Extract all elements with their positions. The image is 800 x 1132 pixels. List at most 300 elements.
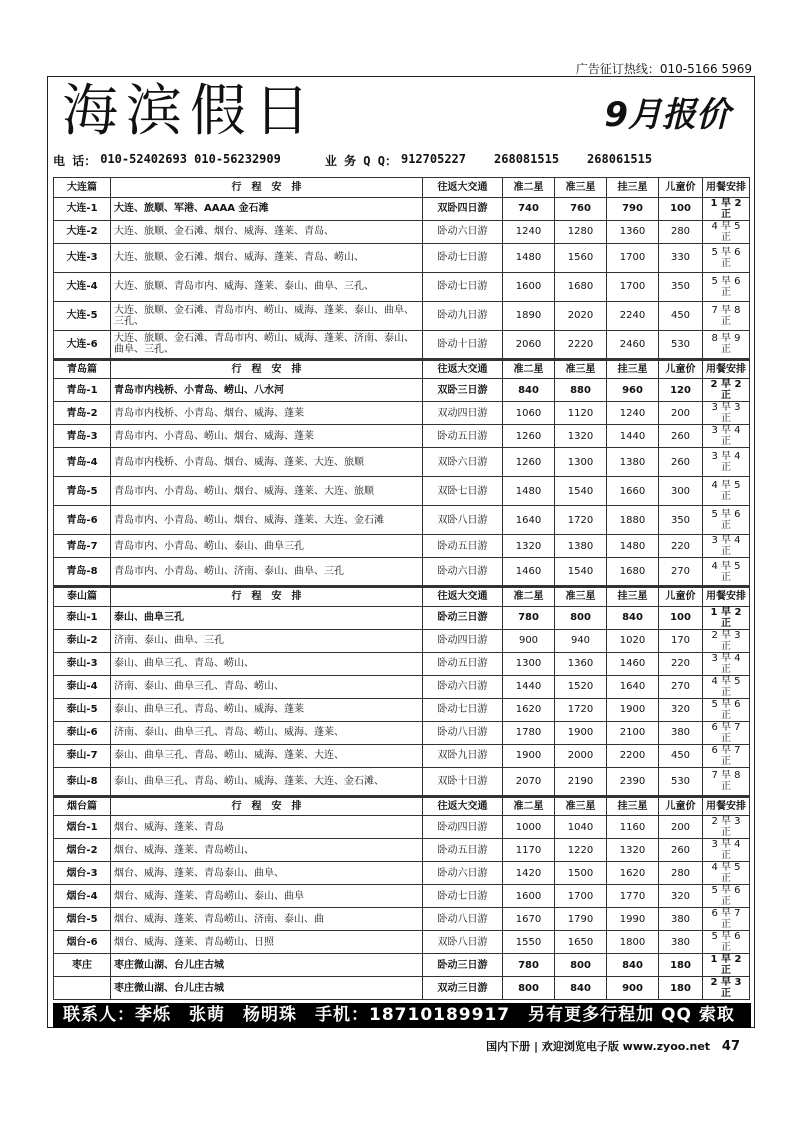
cell-code: 大连-2 (54, 220, 111, 243)
cell-p1: 1320 (503, 535, 555, 558)
cell-route: 青岛市内、小青岛、崂山、烟台、威海、蓬莱 (111, 425, 423, 448)
cell-meal: 4 早 5 正 (703, 477, 750, 506)
header-cell: 用餐安排 (703, 587, 750, 607)
cell-p1: 1620 (503, 698, 555, 721)
cell-transport: 双卧六日游 (423, 448, 503, 477)
cell-transport: 双卧八日游 (423, 931, 503, 954)
cell-code: 青岛-3 (54, 425, 111, 448)
cell-p1: 1670 (503, 908, 555, 931)
header-cell: 泰山篇 (54, 587, 111, 607)
cell-code: 烟台-3 (54, 862, 111, 885)
table-row (54, 477, 750, 506)
cell-route: 济南、泰山、曲阜三孔、青岛、崂山、威海、蓬莱、 (111, 721, 423, 744)
header-cell: 往返大交通 (423, 587, 503, 607)
cell-route: 青岛市内、小青岛、崂山、泰山、曲阜三孔 (111, 535, 423, 558)
qq-number-1: 912705227 (400, 152, 467, 166)
cell-route: 大连、旅顺、金石滩、青岛市内、崂山、威海、蓬莱、济南、泰山、曲阜、三孔、 (111, 330, 423, 359)
cell-p1: 1420 (503, 862, 555, 885)
cell-route: 青岛市内栈桥、小青岛、烟台、威海、蓬莱、大连、旅顺 (111, 448, 423, 477)
cell-child: 450 (659, 744, 703, 767)
cell-child: 270 (659, 558, 703, 587)
cell-p1: 1600 (503, 885, 555, 908)
cell-meal: 1 早 2 正 (703, 606, 750, 629)
price-title: 9月报价 (604, 95, 730, 135)
cell-child: 260 (659, 425, 703, 448)
table-row (54, 629, 750, 652)
header-cell: 行 程 安 排 (111, 796, 423, 816)
cell-transport: 卧动七日游 (423, 885, 503, 908)
header-cell: 往返大交通 (423, 178, 503, 198)
cell-code: 大连-5 (54, 301, 111, 330)
cell-child: 380 (659, 721, 703, 744)
table-row (54, 402, 750, 425)
cell-p3: 1320 (607, 839, 659, 862)
cell-route: 烟台、威海、蓬莱、青岛泰山、曲阜、 (111, 862, 423, 885)
cell-p3: 1680 (607, 558, 659, 587)
cell-transport: 卧动八日游 (423, 721, 503, 744)
cell-child: 380 (659, 908, 703, 931)
table-row (54, 816, 750, 839)
cell-meal: 3 早 4 正 (703, 839, 750, 862)
header-cell: 准三星 (555, 178, 607, 198)
cell-p2: 1500 (555, 862, 607, 885)
cell-route: 烟台、威海、蓬莱、青岛 (111, 816, 423, 839)
cell-p2: 2020 (555, 301, 607, 330)
cell-p2: 1360 (555, 652, 607, 675)
cell-p3: 1020 (607, 629, 659, 652)
cell-meal: 7 早 8 正 (703, 767, 750, 796)
cell-p2: 1280 (555, 220, 607, 243)
section-header-row (54, 178, 750, 198)
cell-p3: 1700 (607, 272, 659, 301)
cell-p1: 1780 (503, 721, 555, 744)
cell-p2: 1540 (555, 477, 607, 506)
cell-meal: 3 早 4 正 (703, 652, 750, 675)
header-cell: 用餐安排 (703, 359, 750, 379)
cell-meal: 4 早 5 正 (703, 675, 750, 698)
header-cell: 大连篇 (54, 178, 111, 198)
header-cell: 行 程 安 排 (111, 359, 423, 379)
cell-p3: 1800 (607, 931, 659, 954)
cell-transport: 双动三日游 (423, 977, 503, 1000)
cell-route: 大连、旅顺、金石滩、青岛市内、崂山、威海、蓬莱、泰山、曲阜、三孔、 (111, 301, 423, 330)
cell-route: 青岛市内、小青岛、崂山、烟台、威海、蓬莱、大连、金石滩 (111, 506, 423, 535)
header-cell: 挂三星 (607, 587, 659, 607)
cell-code (54, 977, 111, 1000)
cell-route: 大连、旅顺、金石滩、烟台、威海、蓬莱、青岛、 (111, 220, 423, 243)
header-cell: 儿童价 (659, 359, 703, 379)
cell-meal: 5 早 6 正 (703, 243, 750, 272)
cell-route: 青岛市内、小青岛、崂山、济南、泰山、曲阜、三孔 (111, 558, 423, 587)
cell-p3: 1360 (607, 220, 659, 243)
cell-code: 大连-1 (54, 197, 111, 220)
table-row (54, 606, 750, 629)
cell-p2: 880 (555, 379, 607, 402)
cell-code: 青岛-6 (54, 506, 111, 535)
cell-code: 青岛-8 (54, 558, 111, 587)
cell-route: 青岛市内栈桥、小青岛、崂山、八水河 (111, 379, 423, 402)
cell-p1: 1890 (503, 301, 555, 330)
cell-code: 大连-4 (54, 272, 111, 301)
cell-code: 烟台-5 (54, 908, 111, 931)
cell-p1: 1480 (503, 477, 555, 506)
cell-p3: 1480 (607, 535, 659, 558)
cell-transport: 卧动七日游 (423, 243, 503, 272)
table-row (54, 885, 750, 908)
cell-route: 青岛市内、小青岛、崂山、烟台、威海、蓬莱、大连、旅顺 (111, 477, 423, 506)
table-row (54, 744, 750, 767)
header-cell: 儿童价 (659, 178, 703, 198)
cell-p2: 1040 (555, 816, 607, 839)
cell-meal: 3 早 4 正 (703, 448, 750, 477)
cell-p3: 2390 (607, 767, 659, 796)
cell-p2: 1700 (555, 885, 607, 908)
cell-code: 泰山-8 (54, 767, 111, 796)
cell-route: 大连、旅顺、青岛市内、威海、蓬莱、泰山、曲阜、三孔、 (111, 272, 423, 301)
cell-transport: 卧动三日游 (423, 606, 503, 629)
table-row (54, 506, 750, 535)
page-title: 海滨假日 (62, 79, 318, 144)
cell-meal: 5 早 6 正 (703, 506, 750, 535)
cell-p1: 740 (503, 197, 555, 220)
cell-p2: 2220 (555, 330, 607, 359)
cell-meal: 5 早 6 正 (703, 931, 750, 954)
cell-transport: 卧动五日游 (423, 652, 503, 675)
qq-number-2: 268081515 (494, 152, 560, 166)
cell-route: 枣庄微山湖、台儿庄古城 (111, 977, 423, 1000)
cell-p3: 2460 (607, 330, 659, 359)
cell-p2: 940 (555, 629, 607, 652)
cell-transport: 卧动七日游 (423, 272, 503, 301)
cell-child: 380 (659, 931, 703, 954)
cell-transport: 卧动五日游 (423, 535, 503, 558)
cell-meal: 2 早 3 正 (703, 816, 750, 839)
header-cell: 挂三星 (607, 796, 659, 816)
cell-p1: 1260 (503, 425, 555, 448)
cell-p2: 1320 (555, 425, 607, 448)
cell-transport: 卧动九日游 (423, 301, 503, 330)
header-cell: 用餐安排 (703, 796, 750, 816)
cell-p1: 1260 (503, 448, 555, 477)
cell-meal: 3 早 4 正 (703, 535, 750, 558)
contact-bar (53, 152, 753, 169)
cell-child: 530 (659, 330, 703, 359)
cell-p1: 900 (503, 629, 555, 652)
table-row (54, 379, 750, 402)
cell-transport: 卧动六日游 (423, 862, 503, 885)
cell-p3: 790 (607, 197, 659, 220)
cell-meal: 3 早 4 正 (703, 425, 750, 448)
cell-route: 泰山、曲阜三孔、青岛、崂山、威海、蓬莱 (111, 698, 423, 721)
header-cell: 往返大交通 (423, 359, 503, 379)
cell-transport: 卧动十日游 (423, 330, 503, 359)
cell-child: 300 (659, 477, 703, 506)
header-cell: 准二星 (503, 587, 555, 607)
cell-transport: 卧动六日游 (423, 558, 503, 587)
header-cell: 往返大交通 (423, 796, 503, 816)
cell-child: 330 (659, 243, 703, 272)
cell-p3: 1160 (607, 816, 659, 839)
cell-child: 180 (659, 977, 703, 1000)
cell-p3: 840 (607, 954, 659, 977)
header-cell: 准二星 (503, 796, 555, 816)
cell-p2: 1520 (555, 675, 607, 698)
cell-p2: 1540 (555, 558, 607, 587)
table-row (54, 862, 750, 885)
cell-meal: 3 早 3 正 (703, 402, 750, 425)
table-row (54, 330, 750, 359)
header-cell: 准二星 (503, 178, 555, 198)
table-row (54, 558, 750, 587)
cell-p2: 1680 (555, 272, 607, 301)
cell-meal: 7 早 8 正 (703, 301, 750, 330)
cell-p3: 1660 (607, 477, 659, 506)
cell-child: 220 (659, 535, 703, 558)
cell-p1: 1640 (503, 506, 555, 535)
cell-p2: 840 (555, 977, 607, 1000)
cell-p3: 900 (607, 977, 659, 1000)
cell-meal: 8 早 9 正 (703, 330, 750, 359)
price-table (53, 177, 750, 1000)
qq-label: 业 务 Q Q： (324, 154, 397, 168)
section-header-row (54, 587, 750, 607)
cell-p3: 1880 (607, 506, 659, 535)
cell-code: 大连-6 (54, 330, 111, 359)
cell-p1: 1460 (503, 558, 555, 587)
cell-meal: 6 早 7 正 (703, 721, 750, 744)
cell-p1: 1600 (503, 272, 555, 301)
cell-route: 济南、泰山、曲阜三孔、青岛、崂山、 (111, 675, 423, 698)
cell-meal: 4 早 5 正 (703, 862, 750, 885)
cell-route: 青岛市内栈桥、小青岛、烟台、威海、蓬莱 (111, 402, 423, 425)
cell-transport: 双卧九日游 (423, 744, 503, 767)
cell-code: 泰山-1 (54, 606, 111, 629)
header-cell: 挂三星 (607, 178, 659, 198)
table-row (54, 954, 750, 977)
cell-meal: 4 早 5 正 (703, 558, 750, 587)
cell-p3: 1990 (607, 908, 659, 931)
cell-p2: 760 (555, 197, 607, 220)
header-cell: 用餐安排 (703, 178, 750, 198)
cell-route: 烟台、威海、蓬莱、青岛崂山、日照 (111, 931, 423, 954)
header-cell: 行 程 安 排 (111, 587, 423, 607)
cell-transport: 卧动五日游 (423, 839, 503, 862)
cell-p3: 1460 (607, 652, 659, 675)
cell-code: 泰山-2 (54, 629, 111, 652)
cell-meal: 5 早 6 正 (703, 885, 750, 908)
page-footer (486, 1038, 740, 1054)
cell-p3: 1640 (607, 675, 659, 698)
page-number: 47 (721, 1039, 740, 1054)
cell-transport: 卧动六日游 (423, 675, 503, 698)
cell-p2: 800 (555, 954, 607, 977)
cell-code: 泰山-6 (54, 721, 111, 744)
cell-child: 320 (659, 698, 703, 721)
cell-transport: 卧动六日游 (423, 220, 503, 243)
table-row (54, 675, 750, 698)
cell-code: 青岛-2 (54, 402, 111, 425)
cell-child: 260 (659, 839, 703, 862)
cell-p2: 1790 (555, 908, 607, 931)
cell-route: 泰山、曲阜三孔、青岛、崂山、威海、蓬莱、大连、金石滩、 (111, 767, 423, 796)
cell-p3: 1620 (607, 862, 659, 885)
header-cell: 儿童价 (659, 587, 703, 607)
table-row (54, 272, 750, 301)
cell-route: 济南、泰山、曲阜、三孔 (111, 629, 423, 652)
ad-hotline: 广告征订热线：010-5166 5969 (575, 62, 752, 76)
cell-child: 100 (659, 606, 703, 629)
footer-contact-bar: 联系人：李烁 张萌 杨明珠 手机：18710189917 另有更多行程加 QQ 索取 (53, 1003, 751, 1028)
cell-child: 280 (659, 862, 703, 885)
cell-p2: 1720 (555, 698, 607, 721)
cell-p2: 1900 (555, 721, 607, 744)
cell-p3: 1440 (607, 425, 659, 448)
section-header-row (54, 796, 750, 816)
cell-code: 青岛-1 (54, 379, 111, 402)
cell-child: 120 (659, 379, 703, 402)
cell-meal: 6 早 7 正 (703, 744, 750, 767)
cell-child: 220 (659, 652, 703, 675)
cell-transport: 双卧三日游 (423, 379, 503, 402)
header-cell: 青岛篇 (54, 359, 111, 379)
header-cell: 准二星 (503, 359, 555, 379)
cell-p3: 1380 (607, 448, 659, 477)
cell-p1: 780 (503, 954, 555, 977)
header-cell: 挂三星 (607, 359, 659, 379)
table-row (54, 698, 750, 721)
cell-p2: 2000 (555, 744, 607, 767)
table-row (54, 197, 750, 220)
cell-route: 泰山、曲阜三孔、青岛、崂山、威海、蓬莱、大连、 (111, 744, 423, 767)
cell-code: 泰山-5 (54, 698, 111, 721)
table-row (54, 535, 750, 558)
cell-code: 烟台-6 (54, 931, 111, 954)
cell-route: 烟台、威海、蓬莱、青岛崂山、泰山、曲阜 (111, 885, 423, 908)
cell-meal: 2 早 2 正 (703, 379, 750, 402)
cell-child: 350 (659, 506, 703, 535)
cell-p2: 1720 (555, 506, 607, 535)
cell-code: 大连-3 (54, 243, 111, 272)
cell-route: 烟台、威海、蓬莱、青岛崂山、济南、泰山、曲 (111, 908, 423, 931)
cell-p2: 2190 (555, 767, 607, 796)
cell-p1: 1000 (503, 816, 555, 839)
cell-p1: 2060 (503, 330, 555, 359)
cell-code: 泰山-7 (54, 744, 111, 767)
cell-transport: 卧动七日游 (423, 698, 503, 721)
section-header-row (54, 359, 750, 379)
cell-transport: 卧动三日游 (423, 954, 503, 977)
cell-transport: 卧动四日游 (423, 629, 503, 652)
cell-code: 烟台-1 (54, 816, 111, 839)
cell-meal: 4 早 5 正 (703, 220, 750, 243)
cell-p1: 2070 (503, 767, 555, 796)
table-row (54, 243, 750, 272)
cell-p3: 1770 (607, 885, 659, 908)
cell-p1: 1550 (503, 931, 555, 954)
cell-p3: 2100 (607, 721, 659, 744)
cell-p1: 1300 (503, 652, 555, 675)
cell-p1: 800 (503, 977, 555, 1000)
cell-meal: 1 早 2 正 (703, 197, 750, 220)
cell-code: 烟台-2 (54, 839, 111, 862)
header-cell: 行 程 安 排 (111, 178, 423, 198)
cell-code: 烟台-4 (54, 885, 111, 908)
cell-p1: 1440 (503, 675, 555, 698)
cell-route: 大连、旅顺、金石滩、烟台、威海、蓬莱、青岛、崂山、 (111, 243, 423, 272)
cell-child: 260 (659, 448, 703, 477)
cell-transport: 双卧八日游 (423, 506, 503, 535)
cell-p1: 1060 (503, 402, 555, 425)
table-row (54, 652, 750, 675)
cell-child: 100 (659, 197, 703, 220)
cell-p3: 960 (607, 379, 659, 402)
header-cell: 儿童价 (659, 796, 703, 816)
cell-meal: 2 早 3 正 (703, 629, 750, 652)
cell-p3: 1240 (607, 402, 659, 425)
cell-p2: 1650 (555, 931, 607, 954)
table-row (54, 908, 750, 931)
header-cell: 准三星 (555, 587, 607, 607)
cell-meal: 1 早 2 正 (703, 954, 750, 977)
table-row (54, 767, 750, 796)
header-cell: 准三星 (555, 359, 607, 379)
phone-numbers: 010-52402693 010-56232909 (100, 152, 281, 166)
cell-child: 450 (659, 301, 703, 330)
cell-p3: 1900 (607, 698, 659, 721)
cell-child: 170 (659, 629, 703, 652)
table-row (54, 301, 750, 330)
cell-child: 530 (659, 767, 703, 796)
table-row (54, 977, 750, 1000)
header-cell: 烟台篇 (54, 796, 111, 816)
cell-p1: 1170 (503, 839, 555, 862)
cell-transport: 双卧四日游 (423, 197, 503, 220)
cell-child: 320 (659, 885, 703, 908)
cell-child: 350 (659, 272, 703, 301)
page-footer-text: 国内下册 | 欢迎浏览电子版 www.zyoo.net (486, 1040, 711, 1053)
cell-route: 大连、旅顺、军港、AAAA 金石滩 (111, 197, 423, 220)
table-row (54, 220, 750, 243)
cell-p2: 1380 (555, 535, 607, 558)
cell-p3: 2240 (607, 301, 659, 330)
cell-child: 200 (659, 816, 703, 839)
cell-transport: 双卧十日游 (423, 767, 503, 796)
table-row (54, 931, 750, 954)
cell-meal: 5 早 6 正 (703, 698, 750, 721)
cell-child: 270 (659, 675, 703, 698)
cell-transport: 卧动八日游 (423, 908, 503, 931)
cell-p3: 840 (607, 606, 659, 629)
cell-route: 泰山、曲阜三孔、青岛、崂山、 (111, 652, 423, 675)
cell-p3: 1700 (607, 243, 659, 272)
cell-transport: 卧动四日游 (423, 816, 503, 839)
cell-p1: 780 (503, 606, 555, 629)
cell-p2: 1220 (555, 839, 607, 862)
header-cell: 准三星 (555, 796, 607, 816)
table-row (54, 448, 750, 477)
cell-route: 枣庄微山湖、台儿庄古城 (111, 954, 423, 977)
cell-code: 枣庄 (54, 954, 111, 977)
table-row (54, 721, 750, 744)
cell-p2: 1120 (555, 402, 607, 425)
cell-p1: 840 (503, 379, 555, 402)
cell-meal: 6 早 7 正 (703, 908, 750, 931)
cell-transport: 卧动五日游 (423, 425, 503, 448)
cell-p1: 1480 (503, 243, 555, 272)
cell-code: 青岛-5 (54, 477, 111, 506)
cell-transport: 双动四日游 (423, 402, 503, 425)
cell-code: 青岛-4 (54, 448, 111, 477)
